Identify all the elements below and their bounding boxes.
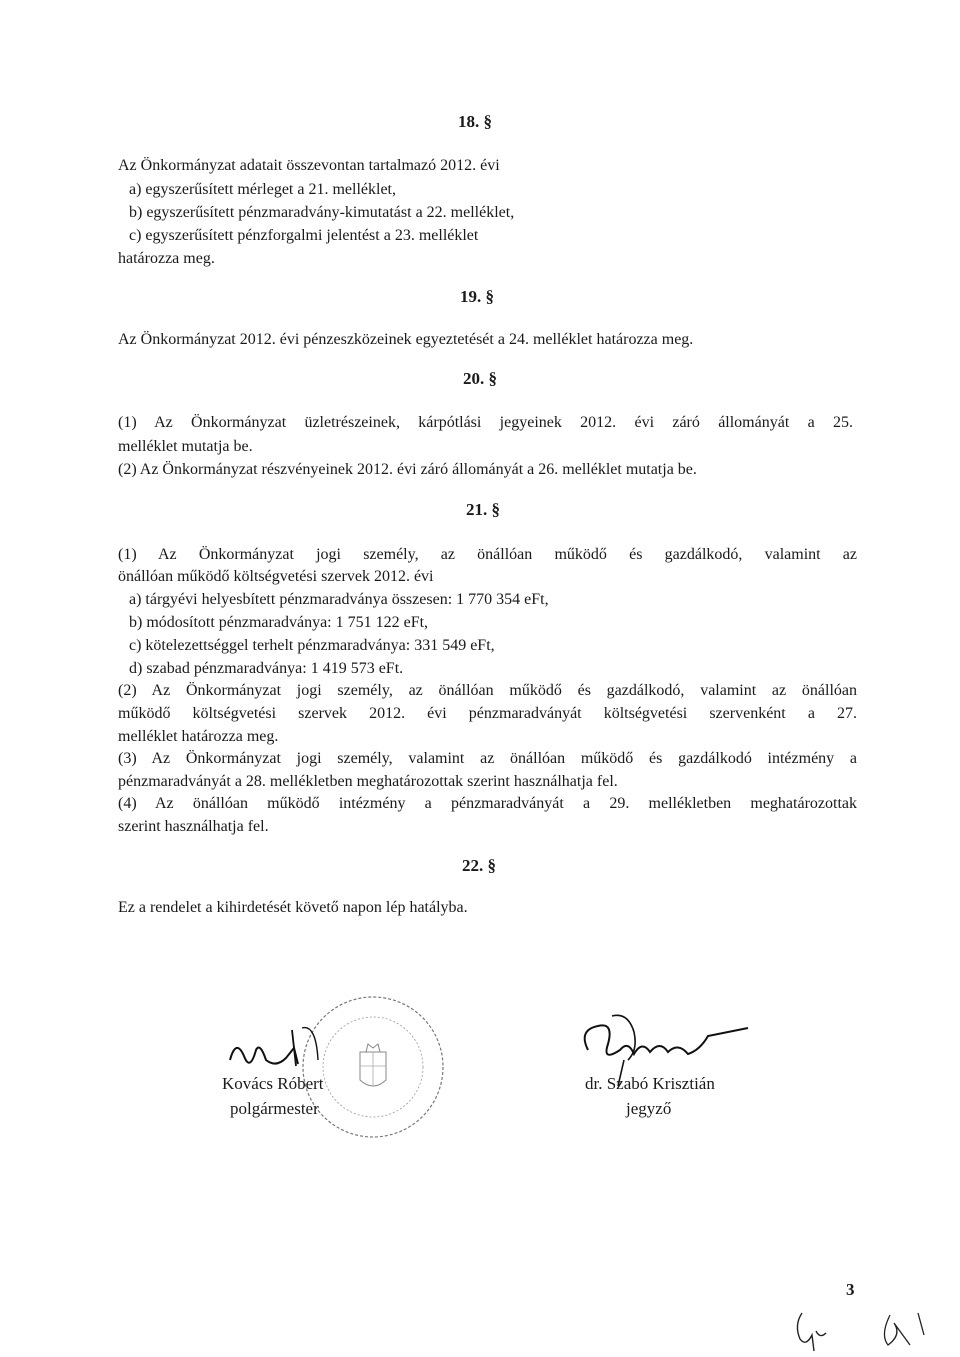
section-19-line-1: Az Önkormányzat 2012. évi pénzeszközeinek egyeztetését a 24. melléklet határozza meg. [118, 331, 694, 348]
notary-name: dr. Szabó Krisztián [585, 1074, 715, 1093]
mayor-signature [226, 1020, 346, 1080]
mayor-title: polgármester [230, 1099, 319, 1118]
section-19-heading: 19. § [460, 287, 494, 306]
section-21-para-2-line-1: (2) Az Önkormányzat jogi személy, az önállóan működő és gazdálkodó, valamint az önállóan [118, 682, 857, 699]
section-21-para-1-line-2: önállóan működő költségvetési szervek 2012. évi [118, 568, 434, 585]
section-22-line-1: Ez a rendelet a kihirdetését követő napon lép hatályba. [118, 899, 468, 916]
section-22-heading: 22. § [462, 856, 496, 875]
section-21-para-3-line-1: (3) Az Önkormányzat jogi személy, valamint az önállóan működő és gazdálkodó intézmény a [118, 750, 857, 767]
section-21-para-4-line-1: (4) Az önállóan működő intézmény a pénzmaradványát a 29. mellékletben meghatározottak [118, 795, 857, 812]
section-20-heading: 20. § [463, 369, 497, 388]
page-number: 3 [846, 1280, 855, 1299]
handwritten-initials [790, 1305, 940, 1355]
section-20-para-1-line-2: melléklet mutatja be. [118, 438, 253, 455]
section-21-para-2-line-2: működő költségvetési szervek 2012. évi pénzmaradványát költségvetési szervenként a 27. [118, 705, 857, 722]
section-18-line-end: határozza meg. [118, 250, 215, 267]
notary-title: jegyző [626, 1099, 672, 1118]
section-21-item-c: c) kötelezettséggel terhelt pénzmaradványa: 331 549 eFt, [129, 637, 495, 654]
section-18-item-a: a) egyszerűsített mérleget a 21. melléklet, [129, 181, 396, 198]
mayor-name: Kovács Róbert [222, 1074, 324, 1093]
section-18-item-c: c) egyszerűsített pénzforgalmi jelentést a 23. melléklet [129, 227, 479, 244]
section-21-para-2-line-3: melléklet határozza meg. [118, 728, 279, 745]
section-18-item-b: b) egyszerűsített pénzmaradvány-kimutatást a 22. melléklet, [129, 204, 515, 221]
section-21-para-1-line-1: (1) Az Önkormányzat jogi személy, az önállóan működő és gazdálkodó, valamint az [118, 546, 857, 563]
section-21-para-3-line-2: pénzmaradványát a 28. mellékletben meghatározottak szerint használhatja fel. [118, 773, 618, 790]
section-20-para-1-line-1: (1) Az Önkormányzat üzletrészeinek, kárpótlási jegyeinek 2012. évi záró állományát a 25. [118, 414, 853, 431]
section-18-heading: 18. § [458, 112, 492, 131]
section-20-para-2: (2) Az Önkormányzat részvényeinek 2012. évi záró állományát a 26. melléklet mutatja be. [118, 461, 697, 478]
section-21-item-d: d) szabad pénzmaradványa: 1 419 573 eFt. [129, 660, 404, 677]
section-18-line-1: Az Önkormányzat adatait összevontan tartalmazó 2012. évi [118, 157, 500, 174]
section-21-heading: 21. § [466, 500, 500, 519]
section-21-item-b: b) módosított pénzmaradványa: 1 751 122 eFt, [129, 614, 429, 631]
section-21-para-4-line-2: szerint használhatja fel. [118, 818, 269, 835]
section-21-item-a: a) tárgyévi helyesbített pénzmaradványa összesen: 1 770 354 eFt, [129, 591, 549, 608]
